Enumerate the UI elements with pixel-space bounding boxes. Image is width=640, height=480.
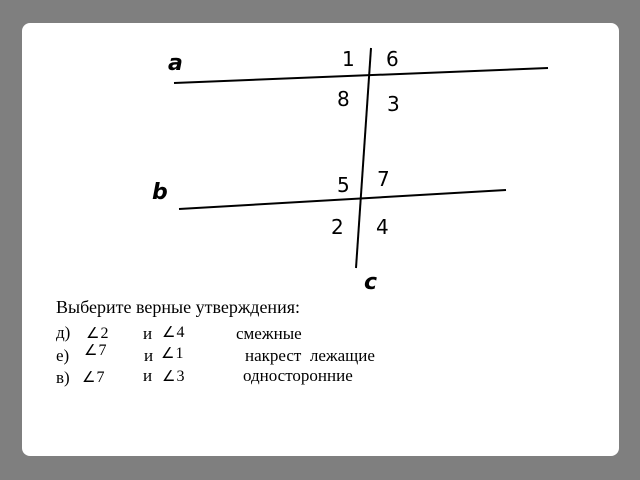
statement-v-conj: и [143, 366, 153, 385]
angle-symbol-icon: ∠ [84, 343, 98, 359]
statement-e-relation: накрест лежащие [245, 346, 375, 365]
statement-e-angle-first [84, 343, 106, 359]
angle-number: 4 [176, 324, 185, 341]
angle-3: 3 [387, 92, 400, 116]
statement-e-letter: е) [56, 346, 70, 365]
angle-8: 8 [337, 87, 350, 111]
angle-number: 3 [176, 368, 185, 385]
statement-e-conj: и [144, 346, 154, 365]
angle-number: 7 [98, 342, 107, 359]
angle-number: 1 [175, 345, 184, 362]
statement-d-conj: и [143, 324, 153, 343]
statement-d-letter: д) [56, 323, 71, 342]
angle-6: 6 [386, 47, 399, 71]
statement-e-angle-second [161, 346, 183, 362]
line-a [174, 68, 548, 83]
task-heading: Выберите верные утверждения: [56, 297, 300, 317]
statement-v-relation: односторонние [243, 366, 353, 385]
label-line-a: a [168, 51, 183, 76]
angle-symbol-icon: ∠ [161, 346, 175, 362]
angle-4: 4 [376, 215, 389, 239]
statement-v-angle-second [162, 369, 184, 385]
statement-v-angle-first [82, 370, 104, 386]
angle-number: 7 [96, 369, 105, 386]
angle-symbol-icon: ∠ [86, 326, 100, 342]
angle-7: 7 [377, 167, 390, 191]
angle-symbol-icon: ∠ [82, 370, 96, 386]
angle-2: 2 [331, 215, 344, 239]
statement-d-angle-first [86, 326, 108, 342]
statement-v-letter: в) [56, 368, 70, 387]
angle-number: 2 [100, 325, 109, 342]
label-line-c: c [364, 270, 378, 295]
statement-d-angle-second [162, 325, 184, 341]
angle-1: 1 [342, 47, 355, 71]
angle-symbol-icon: ∠ [162, 369, 176, 385]
angle-symbol-icon: ∠ [162, 325, 176, 341]
angle-5: 5 [337, 173, 350, 197]
line-c [356, 48, 371, 268]
label-line-b: b [152, 180, 168, 205]
statement-d-relation: смежные [236, 324, 302, 343]
